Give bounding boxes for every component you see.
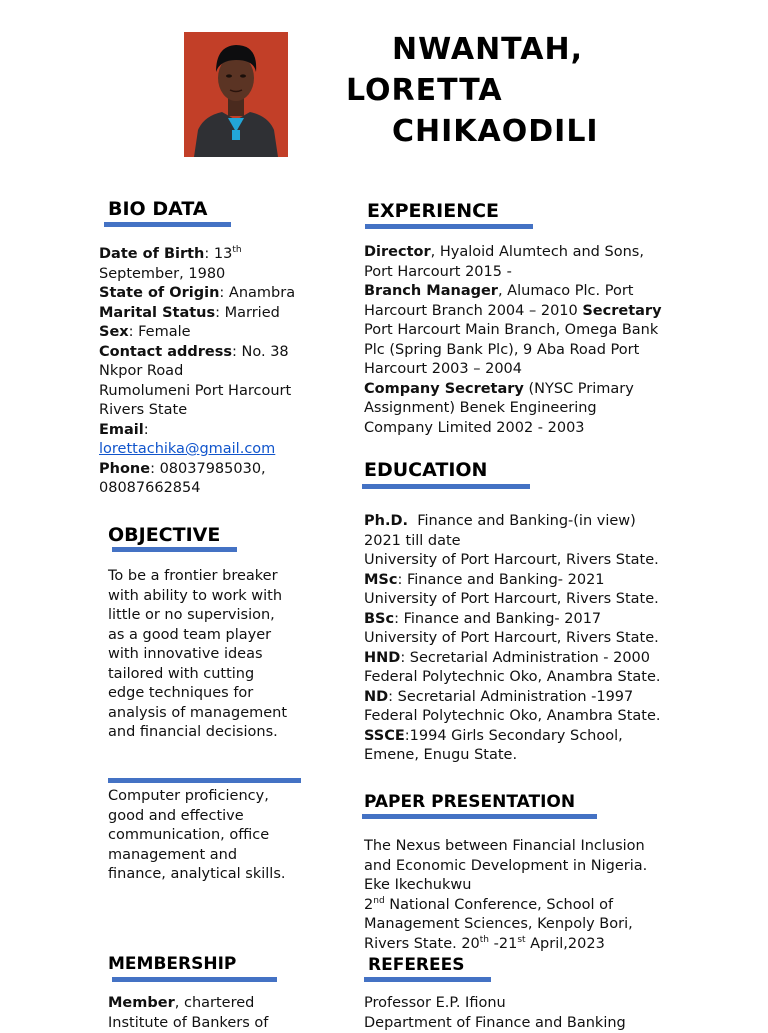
membership-text [108, 994, 333, 1033]
education-rule [362, 484, 530, 489]
membership-line-2: Institute of Bankers of [108, 1014, 333, 1033]
edu-line: 2021 till date [364, 532, 694, 552]
member-label: Member [108, 995, 175, 1011]
phone-label: Phone [99, 461, 150, 477]
exp-branch-value: , Alumaco Plc. Port [498, 283, 634, 299]
address-label: Contact address [99, 344, 232, 360]
skills-line: Computer proficiency, [108, 787, 333, 807]
edu-line: Emene, Enugu State. [364, 746, 694, 766]
origin-value: : Anambra [219, 285, 295, 301]
bio-data-rule [104, 222, 231, 227]
education-text [364, 512, 694, 766]
paper-date-sup2: st [517, 935, 525, 945]
email-label: Email [99, 422, 144, 438]
referees-text [364, 994, 694, 1033]
ssce-label: SSCE [364, 728, 405, 744]
objective-line: little or no supervision, [108, 606, 328, 626]
skills-line: finance, analytical skills. [108, 865, 333, 885]
email-link[interactable]: lorettachika@gmail.com [99, 441, 275, 457]
exp-line: Port Harcourt Main Branch, Omega Bank [364, 321, 694, 341]
membership-heading: MEMBERSHIP [108, 954, 236, 974]
objective-line: and financial decisions. [108, 723, 328, 743]
referee-line: Department of Finance and Banking [364, 1014, 694, 1033]
nd-value: : Secretarial Administration -1997 [388, 689, 633, 705]
phone-value: : 08037985030, [150, 461, 266, 477]
paper-date-sup1: th [480, 935, 489, 945]
objective-line: tailored with cutting [108, 665, 328, 685]
exp-director-value: , Hyaloid Alumtech and Sons, [431, 244, 644, 260]
hnd-label: HND [364, 650, 400, 666]
paper-line: Management Sciences, Kenpoly Bori, [364, 915, 694, 935]
objective-heading: OBJECTIVE [108, 524, 220, 546]
name-line-1: NWANTAH, [392, 32, 583, 67]
paper-line: Eke Ikechukwu [364, 876, 694, 896]
name-line-2: LORETTA [346, 73, 503, 108]
skills-rule [108, 778, 301, 783]
exp-line: Plc (Spring Bank Plc), 9 Aba Road Port [364, 341, 694, 361]
phd-label: Ph.D. [364, 513, 408, 529]
bsc-label: BSc [364, 611, 394, 627]
address-line-4: Rivers State [99, 401, 324, 421]
paper-presentation-rule [362, 814, 597, 819]
exp-company-secretary-label: Company Secretary [364, 381, 524, 397]
sex-label: Sex [99, 324, 129, 340]
paper-date-c: April,2023 [526, 936, 605, 952]
msc-label: MSc [364, 572, 397, 588]
objective-line: To be a frontier breaker [108, 567, 328, 587]
exp-branch-label: Branch Manager [364, 283, 498, 299]
msc-value: : Finance and Banking- 2021 [397, 572, 604, 588]
referees-rule [364, 977, 491, 982]
origin-label: State of Origin [99, 285, 219, 301]
membership-rule [112, 977, 277, 982]
address-line-2: Nkpor Road [99, 362, 324, 382]
objective-text [108, 567, 328, 743]
objective-line: edge techniques for [108, 684, 328, 704]
dob-label: Date of Birth [99, 246, 204, 262]
paper-line: The Nexus between Financial Inclusion [364, 837, 694, 857]
objective-line: with ability to work with [108, 587, 328, 607]
exp-line: Harcourt 2003 – 2004 [364, 360, 694, 380]
paper-num-suffix: nd [373, 896, 384, 906]
member-value: , chartered [175, 995, 255, 1011]
nd-label: ND [364, 689, 388, 705]
paper-presentation-text [364, 837, 694, 954]
edu-line: University of Port Harcourt, Rivers State. [364, 629, 694, 649]
phone-line-2: 08087662854 [99, 479, 324, 499]
objective-line: with innovative ideas [108, 645, 328, 665]
objective-rule [112, 547, 237, 552]
ssce-value: :1994 Girls Secondary School, [405, 728, 623, 744]
exp-line: Port Harcourt 2015 - [364, 263, 694, 283]
sex-value: : Female [129, 324, 191, 340]
address-value: : No. 38 [232, 344, 289, 360]
paper-date-a: Rivers State. 20 [364, 936, 480, 952]
experience-rule [365, 224, 533, 229]
exp-secretary-label: Secretary [582, 303, 661, 319]
name-line-3: CHIKAODILI [392, 114, 599, 149]
paper-num: 2 [364, 897, 373, 913]
paper-line: and Economic Development in Nigeria. [364, 857, 694, 877]
skills-text [108, 787, 333, 885]
edu-line: Federal Polytechnic Oko, Anambra State. [364, 668, 694, 688]
bio-data-block [99, 245, 324, 499]
dob-suffix: th [232, 245, 241, 255]
hnd-value: : Secretarial Administration - 2000 [400, 650, 650, 666]
referee-line: Professor E.P. Ifionu [364, 994, 694, 1014]
marital-value: : Married [215, 305, 280, 321]
exp-line: Company Limited 2002 - 2003 [364, 419, 694, 439]
paper-line: National Conference, School of [385, 897, 613, 913]
address-line-3: Rumolumeni Port Harcourt [99, 382, 324, 402]
bio-data-heading: BIO DATA [108, 198, 208, 220]
experience-text [364, 243, 694, 438]
paper-date-b: -21 [489, 936, 517, 952]
email-colon: : [144, 422, 149, 438]
marital-label: Marital Status [99, 305, 215, 321]
skills-line: communication, office [108, 826, 333, 846]
edu-line: University of Port Harcourt, Rivers State. [364, 590, 694, 610]
objective-line: as a good team player [108, 626, 328, 646]
portrait-photo-icon [184, 32, 288, 157]
phd-value: Finance and Banking-(in view) [408, 513, 636, 529]
exp-line: Harcourt Branch 2004 – 2010 [364, 303, 582, 319]
exp-company-secretary-value: (NYSC Primary [524, 381, 634, 397]
skills-line: good and effective [108, 807, 333, 827]
edu-line: University of Port Harcourt, Rivers State. [364, 551, 694, 571]
dob-day: : 13 [204, 246, 232, 262]
exp-line: Assignment) Benek Engineering [364, 399, 694, 419]
exp-director-label: Director [364, 244, 431, 260]
edu-line: Federal Polytechnic Oko, Anambra State. [364, 707, 694, 727]
education-heading: EDUCATION [364, 459, 487, 481]
objective-line: analysis of management [108, 704, 328, 724]
skills-line: management and [108, 846, 333, 866]
bsc-value: : Finance and Banking- 2017 [394, 611, 601, 627]
experience-heading: EXPERIENCE [367, 200, 499, 222]
paper-presentation-heading: PAPER PRESENTATION [364, 792, 575, 812]
referees-heading: REFEREES [368, 955, 465, 975]
profile-photo [184, 32, 288, 157]
dob-rest: September, 1980 [99, 265, 324, 285]
